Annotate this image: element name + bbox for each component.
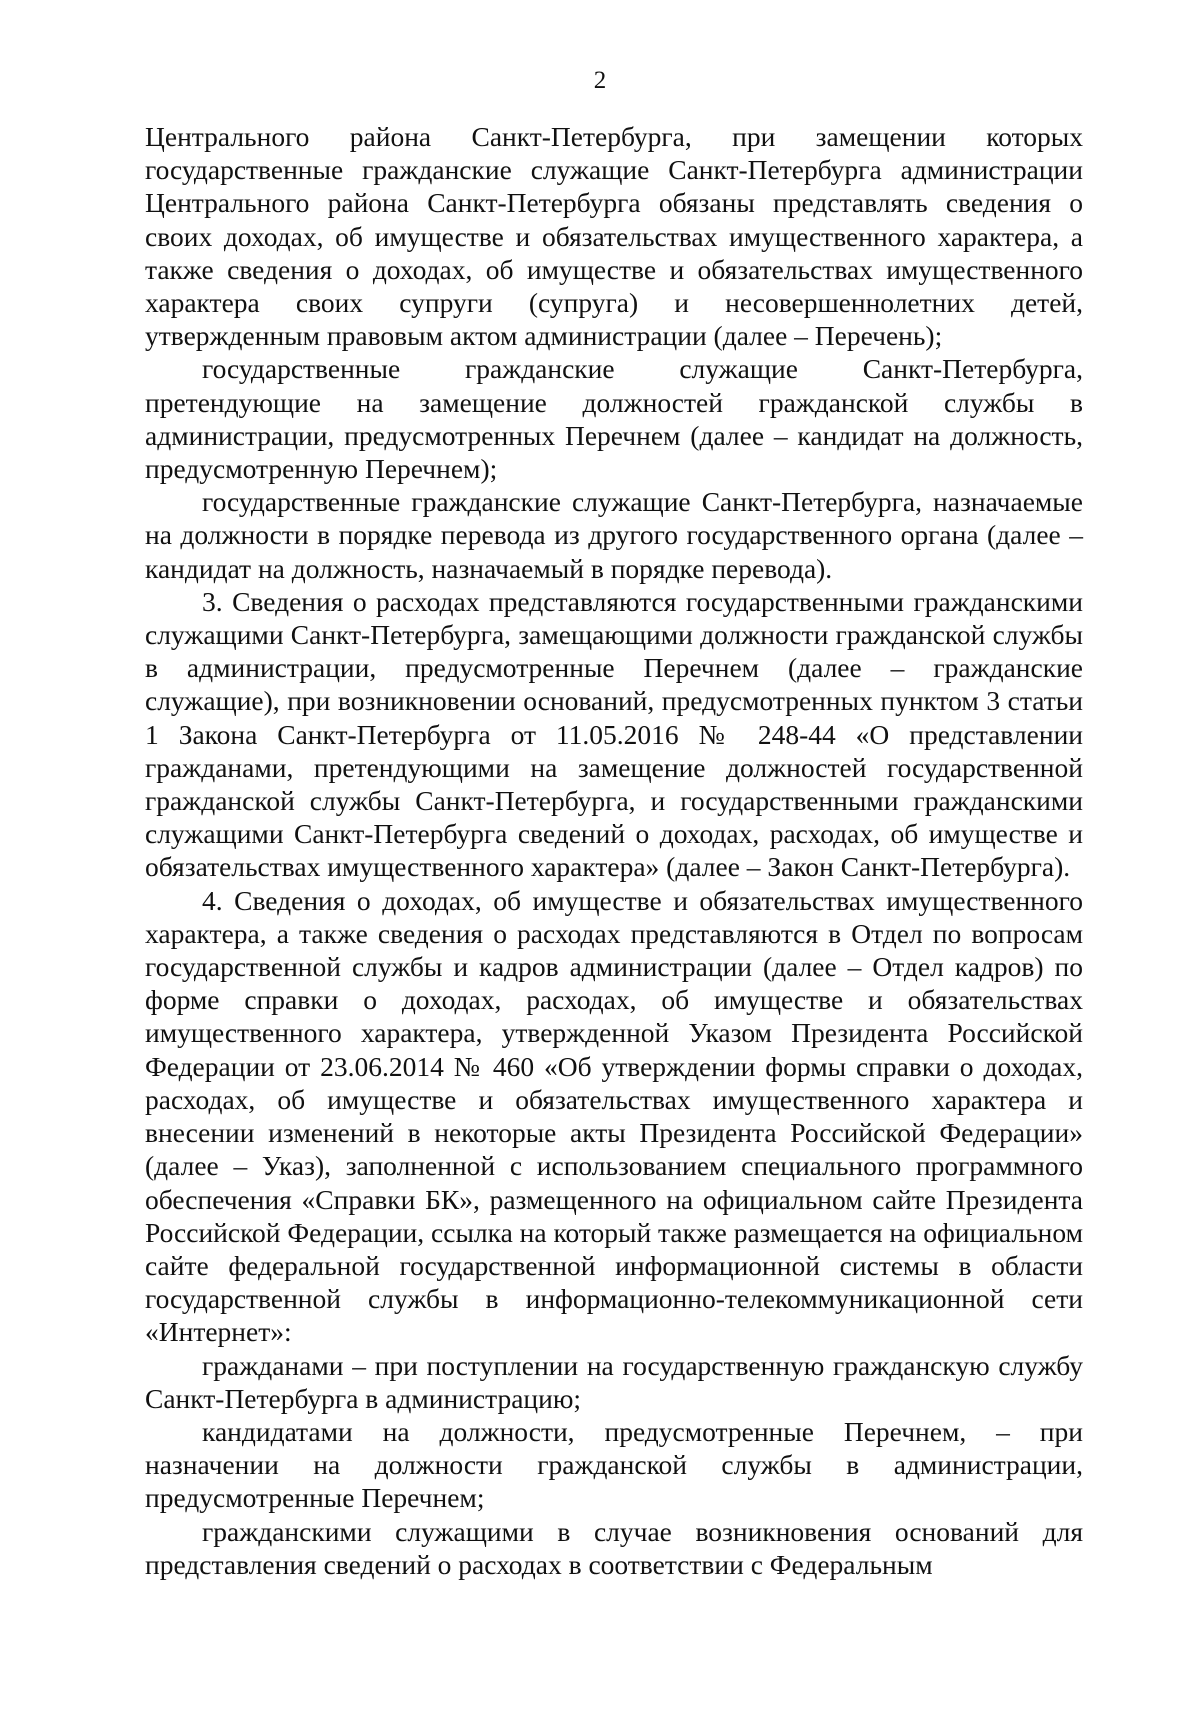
paragraph-civil-servants-list-item: гражданскими служащими в случае возникновения оснований для представления сведений о расходах в соответствии с Федеральным <box>145 1515 1083 1580</box>
paragraph-item-4: 4. Сведения о доходах, об имуществе и обязательствах имущественного характера, а также сведения о расходах представляются в Отдел по вопросам государственной службы и кадров администрации (далее – Отдел кадров) по форме справки о доходах, расходах, об имуществе и обязательствах имущественного характера, утвержденной Указом Президента Российской Федерации от 23.06.2014 № 460 «Об утверждении формы справки о доходах, расходах, об имуществе и обязательствах имущественного характера и внесении изменений в некоторые акты Президента Российской Федерации» (далее – Указ), заполненной с использованием специального программного обеспечения «Справки БК», размещенного на официальном сайте Президента Российской Федерации, ссылка на который также размещается на официальном сайте федеральной государственной информационной системы в области государственной службы в информационно-телекоммуникационной сети «Интернет»: <box>145 884 1083 1348</box>
paragraph-list-continuation: Центрального района Санкт-Петербурга, при замещении которых государственные гражданские служащие Санкт-Петербурга администрации Центрального района Санкт-Петербурга обязаны представлять сведения о своих доходах, об имуществе и обязательствах имущественного характера, а также сведения о доходах, об имуществе и обязательствах имущественного характера своих супруги (супруга) и несовершеннолетних детей, утвержденным правовым актом администрации (далее – Перечень); <box>145 121 1083 352</box>
document-body <box>145 120 1083 1581</box>
paragraph-citizens-list-item: гражданами – при поступлении на государственную гражданскую службу Санкт-Петербурга в администрацию; <box>145 1349 1083 1414</box>
page-number: 2 <box>593 67 607 94</box>
paragraph-candidates-list-item: государственные гражданские служащие Санкт-Петербурга, претендующие на замещение должностей гражданской службы в администрации, предусмотренных Перечнем (далее – кандидат на должность, предусмотренную Перечнем); <box>145 353 1083 485</box>
paragraph-item-3: 3. Сведения о расходах представляются государственными гражданскими служащими Санкт-Петербурга, замещающими должности гражданской службы в администрации, предусмотренные Перечнем (далее – гражданские служащие), при возникновении оснований, предусмотренных пунктом 3 статьи 1 Закона Санкт-Петербурга от 11.05.2016 № 248-44 «О представлении гражданами, претендующими на замещение должностей государственной гражданской службы Санкт-Петербурга, и государственными гражданскими служащими Санкт-Петербурга сведений о доходах, расходах, об имуществе и обязательствах имущественного характера» (далее – Закон Санкт-Петербурга). <box>145 585 1083 883</box>
paragraph-candidates-appointment-list-item: кандидатами на должности, предусмотренные Перечнем, – при назначении на должности гражданской службы в администрации, предусмотренные Перечнем; <box>145 1415 1083 1514</box>
paragraph-transfer-list-item: государственные гражданские служащие Санкт-Петербурга, назначаемые на должности в порядке перевода из другого государственного органа (далее – кандидат на должность, назначаемый в порядке перевода). <box>145 486 1083 584</box>
